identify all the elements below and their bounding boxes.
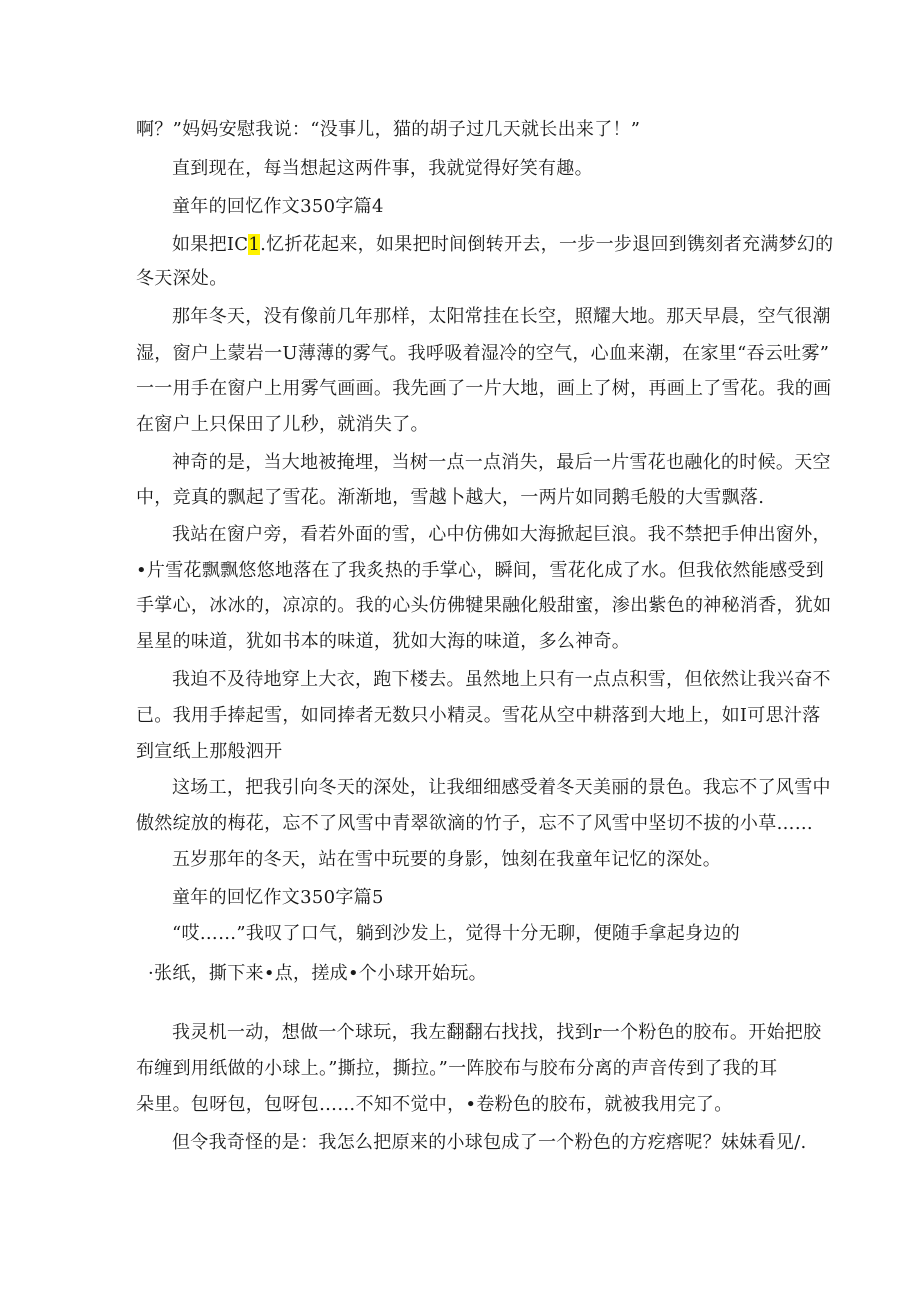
text-line-12: 我站在窗户旁，看若外面的雪，心中仿佛如大海掀起巨浪。我不禁把手伸出窗外， (172, 524, 831, 545)
text-line-19: 这场工，把我引向冬天的深处，让我细细感受着冬天美丽的景色。我忘不了风雪中 (172, 777, 831, 798)
text-line-17: 已。我用手捧起雪，如同捧者无数只小精灵。雪花从空中耕落到大地上，如I可思汁落 (136, 705, 821, 726)
text-line-21: 五岁那年的冬天，站在雪中玩要的身影，蚀刻在我童年记忆的深处。 (172, 849, 721, 870)
text-line-25: 我灵机一动，想做一个球玩，我左翻翻右找找，找到r一个粉色的胶布。开始把胶 (172, 1022, 822, 1043)
text-line-15: 星星的味道，犹如书本的味道，犹如大海的味道，多么神奇。 (136, 631, 631, 652)
text-line-4-before: 如果把IC (172, 234, 249, 255)
text-line-1: 啊？”妈妈安慰我说：“没事儿，猫的胡子过几天就长出来了！” (136, 119, 641, 140)
text-line-20: 傲然绽放的梅花，忘不了风雪中青翠欲滴的竹子，忘不了风雪中坚切不拔的小草…… (136, 813, 814, 834)
text-line-14: 手掌心，冰冰的，凉凉的。我的心头仿佛犍果融化般甜蜜，渗出紫色的神秘消香，犹如 (136, 595, 832, 616)
text-line-16: 我迫不及待地穿上大衣，跑下楼去。虽然地上只有一点点积雪，但依然让我兴奋不 (172, 669, 831, 690)
text-line-2: 直到现在，每当想起这两件事，我就觉得好笑有趣。 (172, 158, 593, 179)
text-line-11: 中，竞真的飘起了雪花。渐渐地，雪越卜越大，一两片如同鹅毛般的大雪飘落. (136, 487, 765, 508)
text-line-26: 布缠到用纸做的小球上。”撕拉，撕拉。”一阵胶布与胶布分离的声音传到了我的耳 (136, 1058, 778, 1079)
section-heading-4: 童年的回忆作文350字篇4 (172, 196, 384, 217)
text-line-4-after: .忆折花起来，如果把时间倒转开去，一步一步退回到镌刻者充满梦幻的 (260, 234, 834, 255)
text-line-5: 冬天深处。 (136, 268, 228, 289)
text-line-7: 湿，窗户上蒙岩一U薄薄的雾气。我呼吸着湿冷的空气，心血来潮，在家里“吞云吐雾” (136, 343, 830, 364)
section-heading-5: 童年的回忆作文350字篇5 (172, 887, 384, 908)
text-line-9: 在窗户上只保田了儿秒，就消失了。 (136, 414, 429, 435)
text-line-6: 那年冬天，没有像前几年那样，太阳常挂在长空，照耀大地。那天早晨，空气很潮 (172, 306, 831, 327)
text-line-13: •片雪花飘飘悠悠地落在了我炙热的手掌心，瞬间，雪花化成了水。但我依然能感受到 (136, 560, 825, 581)
text-line-8: 一一用手在窗户上用雾气画画。我先画了一片大地，画上了树，再画上了雪花。我的画 (136, 378, 832, 399)
highlighted-text: 1 (248, 234, 261, 255)
text-line-24: ·张纸，撕下来•点，搓成•个小球开始玩。 (148, 963, 487, 984)
text-line-23: “哎……”我叹了口气，躺到沙发上，觉得十分无聊，便随手拿起身边的 (172, 923, 741, 944)
text-line-10: 神奇的是，当大地被掩埋，当树一点一点消失，最后一片雪花也融化的时候。天空 (172, 452, 831, 473)
text-line-27: 朵里。包呀包，包呀包……不知不觉中，•卷粉色的胶布，就被我用完了。 (136, 1094, 733, 1115)
text-line-18: 到宣纸上那般泗开 (136, 741, 283, 762)
text-line-28: 但令我奇怪的是：我怎么把原来的小球包成了一个粉色的方疙瘩呢？妹妹看见/. (172, 1132, 807, 1153)
text-line-4 (172, 233, 833, 257)
